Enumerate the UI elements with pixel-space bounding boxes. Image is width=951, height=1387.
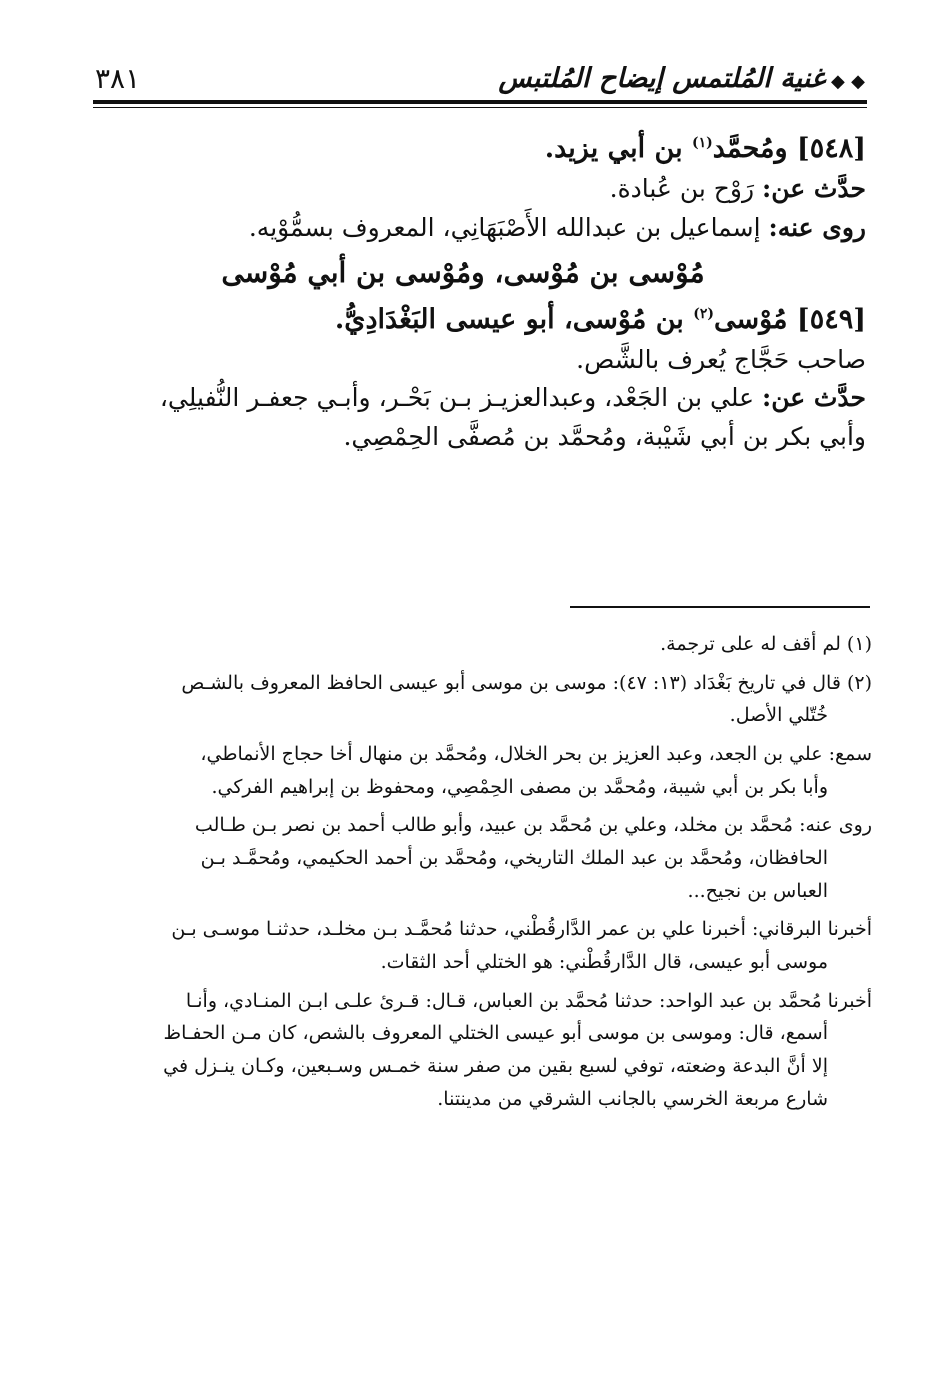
entry-548-heading [100,128,866,170]
entry-549-narrated-from [100,379,866,418]
footnote-heard-line2: وأبا بكر بن أبي شيبة، ومُحمَّد بن مصفى الحِمْصِي، ومحفوظ بن إبراهيم الفركي. [211,775,828,798]
section-heading: مُوْسى بن مُوْسى، ومُوْسى بن أبي مُوْسى [221,256,705,290]
footnote-barqani [100,913,872,978]
narrated-from-label: حدَّث عن: [762,173,866,203]
page-header [95,58,865,98]
entry-549-narrated-from-line2: وأبي بكر بن أبي شَيْبة، ومُحمَّد بن مُصفَّى الحِمْصِي. [343,422,866,452]
footnote-2-line1: (٢) قال في تاريخ بَغْدَاد (١٣: ٤٧): موسى بن موسى أبو عيسى الحافظ المعروف بالشـص [181,671,872,694]
footnote-1 [100,628,872,661]
narrated-by-label: روى عنه: [768,212,866,242]
footnote-ref-2: (٢) [693,305,714,322]
entry-549-name-rest: بن مُوْسى، أبو عيسى البَغْدَادِيُّ. [334,303,684,335]
footnote-wahid-line2: أسمع، قال: وموسى بن موسى أبو عيسى الختلي المعروف بالشص، كان مـن الحفـاظ [163,1022,828,1045]
footnote-separator [570,606,870,608]
entry-548-narrated-by [100,209,866,248]
page-number: ٣٨١ [95,61,141,95]
footnote-narrated-line2: الحافظان، ومُحمَّد بن عبد الملك التاريخي، ومُحمَّد بن أحمد الحكيمي، ومُحمَّـد بـن [200,847,828,870]
footnote-heard [100,738,872,803]
entry-548-number: [٥٤٨] [796,133,866,164]
footnote-wahid-line1: أخبرنا مُحمَّد بن عبد الواحد: حدثنا مُحمَّد بن العباس، قـال: قـرئ علـى ابـن المنـادي، وأنـا [185,989,872,1012]
footnote-narrated-line1: روى عنه: مُحمَّد بن مخلد، وعلي بن مُحمَّد بن عبيد، وأبو طالب أحمد بن نصر بـن طـالب [194,814,872,837]
header-rule-thick [93,100,867,104]
narrated-from-label: حدَّث عن: [762,383,866,413]
narrated-from-text: رَوْح بن عُبادة. [609,173,755,203]
running-title [498,63,865,94]
footnotes [100,628,872,1121]
footnote-heard-line1: سمع: علي بن الجعد، وعبد العزيز بن بحر الخلال، ومُحمَّد بن منهال أخا حجاج الأنماطي، [200,743,872,766]
entry-549-number: [٥٤٩] [796,303,866,335]
footnote-wahid-line3: إلا أنَّ البدعة وضعته، توفي لسبع بقين من صفر سنة خمـس وسـبعين، وكـان ينـزل في [163,1055,828,1078]
header-rule-thin [93,107,867,108]
narrated-by-text: إسماعيل بن عبدالله الأَصْبَهَانِي، المعروف بسمُّوْيه. [248,212,761,242]
footnote-wahid-line4: شارع مربعة الخرسي بالجانب الشرقي من مدينتنا. [437,1087,828,1110]
entry-548-name-rest: بن أبي يزيد. [544,133,683,164]
footnote-2 [100,667,872,732]
footnote-barqani-line2: موسى أبو عيسى، قال الدَّارقُطْني: هو الختلي أحد الثقات. [380,951,828,974]
entry-549-heading [100,299,866,341]
entry-549-name: مُوْسى [713,303,788,335]
entry-548-name: ومُحمَّد [712,133,788,164]
footnote-ref-1: (١) [692,135,713,151]
footnote-barqani-line1: أخبرنا البرقاني: أخبرنا علي بن عمر الدَّارقُطْني، حدثنا مُحمَّـد بـن مخلـد، حدثنـا موسـى بـن [171,918,872,941]
entry-549-description: صاحب حَجَّاج يُعرف بالشَّص. [576,344,866,374]
narrated-from-text-line1: علي بن الجَعْد، وعبدالعزيـز بـن بَحْـر، وأبـي جعفـر النُّفيلِي، [159,383,755,413]
footnote-2-line2: خُتّلي الأصل. [729,704,828,727]
entry-548-narrated-from [100,170,866,209]
footnote-wahid [100,985,872,1116]
running-title-text: غنية المُلتمس إيضاح المُلتبس [498,62,826,94]
footnote-narrated-line3: العباس بن نجيح... [687,879,828,902]
diamond-ornament-icon: ◆ ◆ [831,70,865,92]
footnote-1-text: (١) لم أقف له على ترجمة. [660,633,872,655]
main-text [100,128,866,457]
footnote-narrated [100,809,872,907]
